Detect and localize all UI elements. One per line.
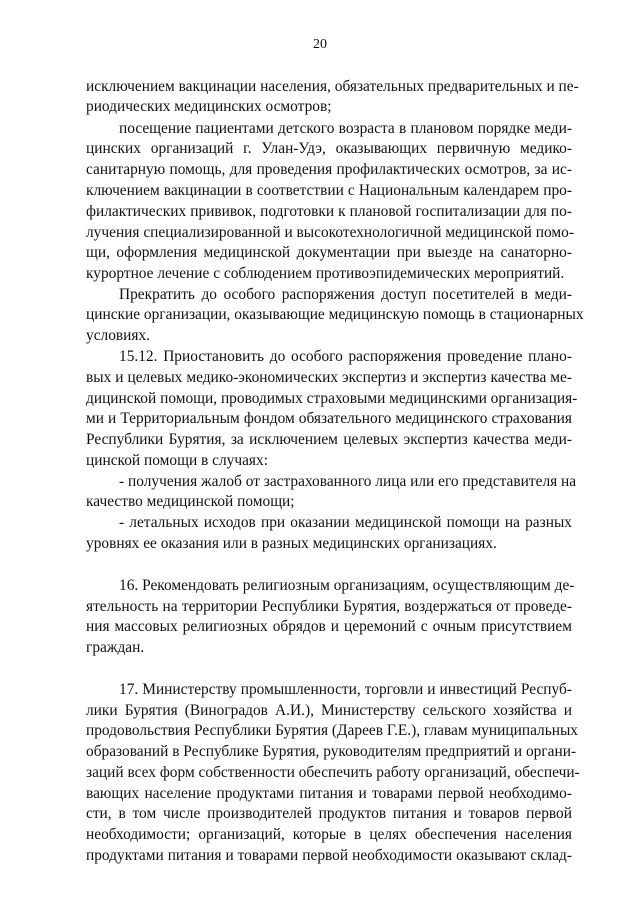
line-text: вых и целевых медико-экономических экспертиз и экспертиз качества ме- [86,369,572,386]
line-text: 15.12. Приостановить до особого распоряжения проведение плано- [119,348,572,365]
text-line [0,492,640,512]
text-line [0,597,640,617]
line-text: продовольствия Республики Бурятия (Дареев Г.Е.), главам муниципальных [86,722,579,739]
text-line [0,160,640,180]
line-text: ми и Территориальным фондом обязательного медицинского страхования [86,410,572,427]
line-text: цинские организации, оказывающие медицинскую помощь в стационарных [86,306,584,323]
text-line [0,389,640,409]
page-number: 20 [313,37,327,52]
text-line [0,77,640,97]
text-line [0,742,640,762]
line-text: лучения специализированной и высокотехнологичной медицинской помо- [86,224,574,241]
line-text: - получения жалоб от застрахованного лица или его представителя на [119,473,577,490]
text-line [0,264,640,284]
line-text: дицинской помощи, проводимых страховыми медицинскими организация- [86,390,578,407]
line-text: ятельность на территории Республики Бурятия, воздержаться от проведе- [86,598,572,615]
line-text: 17. Министерству промышленности, торговли и инвестиций Респуб- [119,681,572,698]
text-line [0,804,640,824]
text-line [0,701,640,721]
text-line [0,513,640,533]
line-text: Республики Бурятия, за исключением целевых экспертиз качества меди- [86,431,572,448]
line-text: исключением вакцинации населения, обязательных предварительных и пе- [86,78,579,95]
line-text: необходимости; организаций, которые в целях обеспечения населения [86,826,572,843]
line-text: филактических прививок, подготовки к плановой госпитализации для по- [86,203,572,220]
line-text: граждан. [86,639,145,656]
text-line [0,139,640,159]
line-text: Прекратить до особого распоряжения доступ посетителей в меди- [119,286,572,303]
text-line [0,409,640,429]
text-line [0,846,640,866]
line-text: условиях. [86,327,151,344]
text-line [0,202,640,222]
text-line [0,534,640,554]
line-text: цинских организаций г. Улан-Удэ, оказывающих первичную медико- [86,140,572,157]
text-line [0,825,640,845]
line-text: щи, оформления медицинской документации при выезде на санаторно- [86,244,572,261]
line-text: заций всех форм собственности обеспечить работу организаций, обеспечи- [86,764,580,781]
line-text: продуктами питания и товарами первой необходимости оказывают склад- [86,847,572,864]
line-text: образований в Республике Бурятия, руководителям предприятий и органи- [86,743,577,760]
line-text: риодических медицинских осмотров; [86,98,332,115]
text-line [0,347,640,367]
text-line [0,451,640,471]
text-line [0,285,640,305]
text-line [0,784,640,804]
text-line [0,721,640,741]
text-line [0,472,640,492]
text-line [0,680,640,700]
text-line [0,119,640,139]
text-line [0,243,640,263]
text-line [0,763,640,783]
text-line [0,326,640,346]
line-text: качество медицинской помощи; [86,493,295,510]
text-line [0,617,640,637]
text-line [0,368,640,388]
line-text: ния массовых религиозных обрядов и церемоний с очным присутствием [86,618,572,635]
text-line [0,223,640,243]
line-text: вающих население продуктами питания и товарами первой необходимо- [86,785,572,802]
line-text: курортное лечение с соблюдением противоэпидемических мероприятий. [86,265,565,282]
text-line [0,305,640,325]
text-line [0,576,640,596]
line-text: 16. Рекомендовать религиозным организациям, осуществляющим де- [119,577,575,594]
line-text: цинской помощи в случаях: [86,452,268,469]
line-text: сти, в том числе производителей продуктов питания и товаров первой [86,805,572,822]
line-text: - летальных исходов при оказании медицинской помощи на разных [119,514,572,531]
text-line [0,181,640,201]
line-text: уровнях ее оказания или в разных медицинских организациях. [86,535,497,552]
text-line [0,97,640,117]
text-line [0,638,640,658]
line-text: ключением вакцинации в соответствии с Национальным календарем про- [86,182,572,199]
line-text: лики Бурятия (Виноградов А.И.), Министерству сельского хозяйства и [86,702,572,719]
text-line [0,430,640,450]
line-text: санитарную помощь, для проведения профилактических осмотров, за ис- [86,161,572,178]
line-text: посещение пациентами детского возраста в плановом порядке меди- [119,120,572,137]
